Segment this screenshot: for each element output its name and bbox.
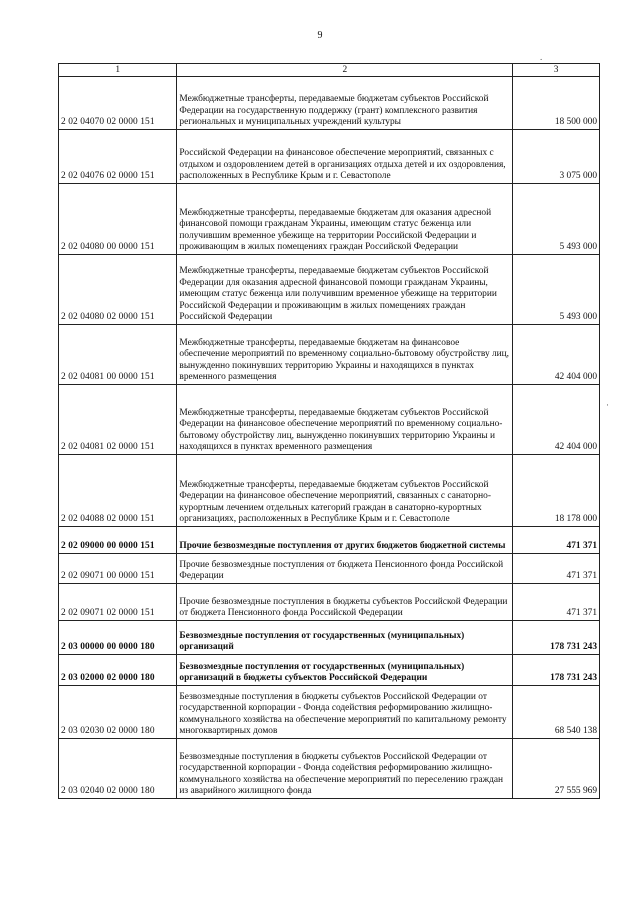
row-code-cell: 2 03 02000 02 0000 180 (59, 655, 177, 686)
header-cell-code: 1 (59, 64, 177, 77)
row-name-cell: Российской Федерации на финансовое обеспечение мероприятий, связанных с отдыхом и оздоровлением детей в организациях отдыха детей и их оздоровления, расположенных в Республике Крым и г. Севастополе (177, 130, 513, 184)
row-amount-cell: 178 731 243 (513, 621, 600, 655)
table-row (59, 184, 600, 255)
row-amount-cell: 3 075 000 (513, 130, 600, 184)
row-code-cell: 2 02 04088 02 0000 151 (59, 455, 177, 527)
row-name-cell: Безвозмездные поступления в бюджеты субъектов Российской Федерации от государственной корпорации - Фонда содействия реформированию жилищно-коммунального хозяйства на обеспечение мероприятий по капитальному ремонту многоквартирных домов (177, 686, 513, 739)
decorative-dot-mark: . (540, 52, 543, 62)
row-name-cell: Межбюджетные трансферты, передаваемые бюджетам субъектов Российской Федерации на государственную поддержку (грант) комплексного развития региональных и муниципальных учреждений культуры (177, 77, 513, 130)
row-name-cell: Безвозмездные поступления от государственных (муниципальных) организаций в бюджеты субъектов Российской Федерации (177, 655, 513, 686)
row-code-cell: 2 02 04070 02 0000 151 (59, 77, 177, 130)
table-body (59, 77, 600, 799)
row-amount-cell: 178 731 243 (513, 655, 600, 686)
row-amount-cell: 27 555 969 (513, 739, 600, 799)
row-name-cell: Прочие безвозмездные поступления от бюджета Пенсионного фонда Российской Федерации (177, 554, 513, 584)
budget-revenue-table (58, 63, 600, 799)
table-row (59, 527, 600, 554)
row-name-cell: Межбюджетные трансферты, передаваемые бюджетам субъектов Российской Федерации для оказания адресной финансовой помощи гражданам Украины, имеющим статус беженца или получившим временное убежище на территории Российской Федерации и проживающим в жилых помещениях граждан Российской Федерации (177, 255, 513, 325)
decorative-dot-mark: · (606, 400, 609, 410)
row-name-cell: Межбюджетные трансферты, передаваемые бюджетам субъектов Российской Федерации на финансовое обеспечение мероприятий по временному социально-бытовому обустройству лиц, вынужденно покинувших территорию Украины и находящихся в пунктах временного размещения (177, 385, 513, 455)
table-row (59, 739, 600, 799)
row-name-cell: Прочие безвозмездные поступления от других бюджетов бюджетной системы (177, 527, 513, 554)
table-header-row (59, 64, 600, 77)
table-row (59, 325, 600, 385)
row-amount-cell: 42 404 000 (513, 385, 600, 455)
table-row (59, 455, 600, 527)
table-row (59, 554, 600, 584)
row-amount-cell: 471 371 (513, 584, 600, 621)
row-code-cell: 2 02 04076 02 0000 151 (59, 130, 177, 184)
row-amount-cell: 42 404 000 (513, 325, 600, 385)
row-code-cell: 2 02 04081 02 0000 151 (59, 385, 177, 455)
row-amount-cell: 18 500 000 (513, 77, 600, 130)
table-row (59, 621, 600, 655)
table-row (59, 655, 600, 686)
row-amount-cell: 68 540 138 (513, 686, 600, 739)
header-cell-name: 2 (177, 64, 513, 77)
row-code-cell: 2 02 04081 00 0000 151 (59, 325, 177, 385)
row-name-cell: Безвозмездные поступления от государственных (муниципальных) организаций (177, 621, 513, 655)
row-code-cell: 2 02 04080 02 0000 151 (59, 255, 177, 325)
header-cell-amount: 3 (513, 64, 600, 77)
table-row (59, 584, 600, 621)
row-code-cell: 2 03 02040 02 0000 180 (59, 739, 177, 799)
row-name-cell: Прочие безвозмездные поступления в бюджеты субъектов Российской Федерации от бюджета Пенсионного фонда Российской Федерации (177, 584, 513, 621)
row-amount-cell: 471 371 (513, 554, 600, 584)
row-code-cell: 2 03 02030 02 0000 180 (59, 686, 177, 739)
row-name-cell: Межбюджетные трансферты, передаваемые бюджетам субъектов Российской Федерации на финансовое обеспечение мероприятий, связанных с санаторно-курортным лечением отдельных категорий граждан в санаторно-курортных организациях, расположенных в Республике Крым и г. Севастополе (177, 455, 513, 527)
row-name-cell: Безвозмездные поступления в бюджеты субъектов Российской Федерации от государственной корпорации - Фонда содействия реформированию жилищно-коммунального хозяйства на обеспечение мероприятий по переселению граждан из аварийного жилищного фонда (177, 739, 513, 799)
row-code-cell: 2 02 04080 00 0000 151 (59, 184, 177, 255)
row-amount-cell: 18 178 000 (513, 455, 600, 527)
row-amount-cell: 5 493 000 (513, 184, 600, 255)
row-code-cell: 2 02 09071 02 0000 151 (59, 584, 177, 621)
row-code-cell: 2 02 09000 00 0000 151 (59, 527, 177, 554)
table-row (59, 686, 600, 739)
row-code-cell: 2 03 00000 00 0000 180 (59, 621, 177, 655)
table-row (59, 385, 600, 455)
table-row (59, 255, 600, 325)
row-amount-cell: 471 371 (513, 527, 600, 554)
table-row (59, 130, 600, 184)
table-row (59, 77, 600, 130)
row-name-cell: Межбюджетные трансферты, передаваемые бюджетам для оказания адресной финансовой помощи гражданам Украины, имеющим статус беженца или получившим временное убежище на территории Российской Федерации и проживающим в жилых помещениях граждан Российской Федерации (177, 184, 513, 255)
row-amount-cell: 5 493 000 (513, 255, 600, 325)
row-code-cell: 2 02 09071 00 0000 151 (59, 554, 177, 584)
page-number: 9 (317, 30, 323, 41)
row-name-cell: Межбюджетные трансферты, передаваемые бюджетам на финансовое обеспечение мероприятий по временному социально-бытовому обустройству лиц, вынужденно покинувших территорию Украины и находящихся в пунктах временного размещения (177, 325, 513, 385)
